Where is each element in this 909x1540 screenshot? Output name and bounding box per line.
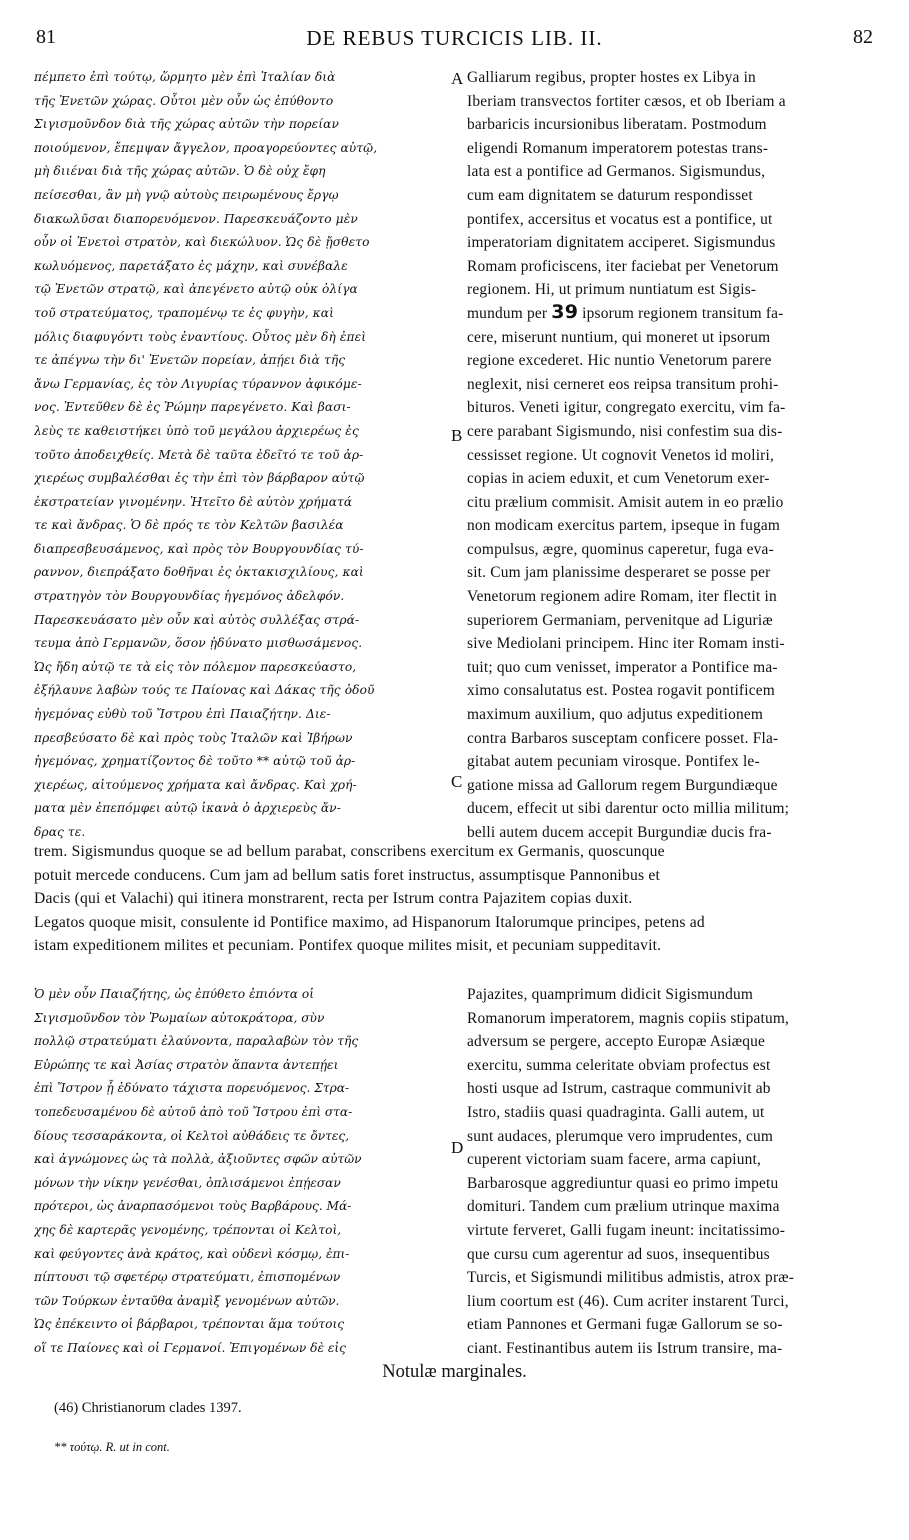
latin-text-line: superiorem Germaniam, pervenitque ad Liguriæ bbox=[467, 611, 773, 629]
latin-text-line: Romanorum imperatorem, magnis copiis stipatum, bbox=[467, 1009, 790, 1027]
latin-text-line: pontifex, accersitus et vocatus est a pontifice, ut bbox=[467, 210, 773, 228]
notes-heading: Notulæ marginales. bbox=[382, 1362, 527, 1382]
greek-text-line: οἵ τε Παίονες καὶ οἱ Γερμανοί. Ἐπιγομένων δὲ εἰς bbox=[34, 1340, 347, 1355]
latin-text-line: etiam Pannones et Germani fugæ Gallorum se so- bbox=[467, 1316, 783, 1334]
page-number-right: 82 bbox=[853, 26, 873, 48]
latin-text-line: exercitu, summa celeritate obviam profectus est bbox=[467, 1056, 771, 1074]
latin-text-line: regione excederet. Hic nuntio Venetorum parere bbox=[467, 352, 772, 370]
greek-text-line: μόλις διαφυγόντι τοὺς ἐναντίους. Οὗτος μὲν δὴ ἐπεὶ bbox=[34, 329, 367, 344]
latin-text-line: gatione missa ad Gallorum regem Burgundiæque bbox=[467, 776, 778, 794]
greek-text-line: χιερέως συμβαλέσθαι ἐς τὴν ἐπὶ τὸν βάρβαρον αὐτῷ bbox=[34, 471, 365, 486]
latin-text-line: cum eam dignitatem se daturum respondisset bbox=[467, 186, 753, 204]
latin-text-line: lium coortum est (46). Cum acriter instarent Turci, bbox=[467, 1292, 789, 1310]
page-number-left: 81 bbox=[36, 26, 56, 48]
latin-text-line: mundum per 39 ipsorum regionem transitum fa- bbox=[467, 301, 784, 323]
greek-text-line: στρατηγὸν τὸν Βουργουνδίας ἡγεμόνος ἀδελφόν. bbox=[34, 589, 345, 604]
footnote-greek-variant: ** τούτῳ. R. ut in cont. bbox=[54, 1440, 170, 1454]
greek-text-line: ραννον, διεπράξατο δοθῆναι ἐς ὀκτακισχιλίους, καὶ bbox=[34, 565, 364, 580]
greek-text-line: πείσεσθαι, ἂν μὴ γνῷ αὐτοὺς πειρωμένους ἔργῳ bbox=[34, 187, 339, 202]
latin-text-line: bituros. Veneti igitur, congregato exercitu, vim fa- bbox=[467, 399, 786, 417]
latin-text-line: belli autem ducem accepit Burgundiæ ducis fra- bbox=[467, 824, 772, 841]
latin-text-line: tuit; quo cum venisset, imperator a Pontifice ma- bbox=[467, 658, 778, 676]
footnote-46: (46) Christianorum clades 1397. bbox=[54, 1400, 242, 1416]
greek-text-line: τῷ Ἐνετῶν στρατῷ, καὶ ἀπεγένετο αὐτῷ οὐκ ὀλίγα bbox=[34, 282, 358, 297]
greek-text-line: Σιγισμοῦνδον τὸν Ῥωμαίων αὐτοκράτορα, σὺν bbox=[34, 1010, 325, 1025]
margin-marker-b: B bbox=[451, 426, 463, 445]
latin-text-line: sive Mediolani principem. Hinc iter Romam insti- bbox=[467, 635, 785, 653]
greek-text-line: οὖν οἱ Ἐνετοὶ στρατὸν, καὶ διεκώλυον. Ὡς δὲ ᾔσθετο bbox=[34, 235, 370, 250]
greek-text-line: τε καὶ ἄνδρας. Ὁ δὲ πρός τε τὸν Κελτῶν βασιλέα bbox=[34, 518, 344, 533]
greek-text-line: Σιγισμοῦνδον διὰ τῆς χώρας αὐτῶν τὴν πορείαν bbox=[34, 117, 339, 132]
greek-text-line: Ὁ μὲν οὖν Παιαζήτης, ὡς ἐπύθετο ἐπιόντα οἱ bbox=[34, 987, 314, 1001]
greek-text-line: τοῦτο ἀποδειχθείς. Μετὰ δὲ ταῦτα ἐδεῖτό τε τοῦ ἀρ- bbox=[34, 447, 364, 462]
latin-text-line: cere, miserunt nuntium, qui moneret ut ipsorum bbox=[467, 328, 771, 346]
greek-text-line: ἡγεμόνας, χρηματίζοντος δὲ τοῦτο ** αὐτῷ τοῦ ἀρ- bbox=[34, 754, 356, 769]
latin-text-line: ciant. Festinantibus autem iis Istrum transire, ma- bbox=[467, 1339, 783, 1357]
greek-text-line: χιερέως, αἰτούμενος χρήματα καὶ ἄνδρας. Καὶ χρή- bbox=[34, 777, 357, 792]
greek-text-line: κωλυόμενος, παρετάξατο ἐς μάχην, καὶ συνέβαλε bbox=[34, 258, 348, 273]
greek-text-line: ματα μὲν ἐπεπόμφει αὐτῷ ἱκανὰ ὁ ἀρχιερεὺς ἄν- bbox=[34, 801, 341, 816]
latin-text-line: cessisset regione. Ut cognovit Venetos id moliri, bbox=[467, 446, 775, 464]
latin-text-line: sunt audaces, plerumque vero imprudentes, cum bbox=[467, 1127, 774, 1145]
latin-text-line: compulsus, ægre, quominus caperetur, fuga eva- bbox=[467, 540, 774, 558]
latin-text-line: gitabat autem pecuniam virosque. Pontifex le- bbox=[467, 753, 760, 771]
latin-text-line: Galliarum regibus, propter hostes ex Libya in bbox=[467, 69, 756, 86]
latin-text-line: potuit mercede conducens. Cum jam ad bellum satis foret instructus, assumptisque Pannonibus et bbox=[34, 866, 660, 884]
greek-text-line: Ὡς ἐπέκειντο οἱ βάρβαροι, τρέπονται ἅμα τούτοις bbox=[34, 1317, 345, 1332]
latin-text-line: Legatos quoque misit, consulente id Pontifice maximo, ad Hispanorum Italorumque principes, petens ad bbox=[34, 913, 705, 931]
latin-text-line: cere parabant Sigismundo, nisi confestim sua dis- bbox=[467, 422, 783, 440]
greek-text-line: Παρεσκευάσατο μὲν οὖν καὶ αὐτὸς συλλέξας στρά- bbox=[34, 612, 360, 627]
running-title: DE REBUS TURCICIS LIB. II. bbox=[306, 26, 603, 50]
latin-text-line: copias in aciem eduxit, et cum Venetorum exer- bbox=[467, 470, 770, 488]
latin-full-width-block bbox=[34, 840, 876, 958]
latin-text-line: citu prælium commisit. Amisit autem in eo prælio bbox=[467, 493, 784, 511]
latin-text-line: Venetorum regionem adire Romam, iter flectit in bbox=[467, 588, 777, 606]
greek-text-line: Ὡς ἤδη αὐτῷ τε τὰ εἰς τὸν πόλεμον παρεσκεύαστο, bbox=[34, 659, 357, 674]
latin-column-top bbox=[467, 66, 875, 845]
greek-text-line: μόνων τὴν νίκην γενέσθαι, ὁπλισάμενοι ἐπῄεσαν bbox=[34, 1175, 341, 1190]
greek-text-line: ἡγεμόνας εὐθὺ τοῦ Ἴστρου ἐπὶ Παιαζήτην. Διε- bbox=[34, 707, 331, 722]
greek-text-line: Εὐρώπης τε καὶ Ἀσίας στρατὸν ἅπαντα ἀντεπῄει bbox=[34, 1057, 339, 1072]
greek-text-line: πρεσβεύσατο δὲ καὶ πρὸς τοὺς Ἰταλῶν καὶ Ἰβήρων bbox=[34, 730, 353, 745]
greek-text-line: μὴ διιέναι διὰ τῆς χώρας αὐτῶν. Ὁ δὲ οὐχ ἔφη bbox=[34, 164, 326, 179]
greek-text-line: τοπεδευσαμένου δὲ αὐτοῦ ἀπὸ τοῦ Ἴστρου ἐπὶ στα- bbox=[34, 1104, 353, 1119]
latin-text-line: Romam proficiscens, iter faciebat per Venetorum bbox=[467, 257, 779, 275]
latin-text-line: barbaricis incursionibus liberatam. Postmodum bbox=[467, 116, 767, 134]
greek-text-line: ποιούμενον, ἔπεμψαν ἄγγελον, προαγορεύοντες αὐτῷ, bbox=[34, 140, 378, 155]
latin-text-line: ducem, effecit ut sibi darentur octo millia militum; bbox=[467, 800, 790, 818]
greek-text-line: ἐπὶ Ἴστρον ᾗ ἐδύνατο τάχιστα πορευόμενος. Στρα- bbox=[34, 1081, 350, 1096]
greek-text-line: τε ἀπέγνω τὴν δι' Ἐνετῶν πορείαν, ἀπῄει διὰ τῆς bbox=[34, 353, 346, 368]
greek-text-line: διακωλῦσαι διαπορευόμενον. Παρεσκευάζοντο μὲν bbox=[34, 211, 358, 226]
greek-text-line: τῆς Ἐνετῶν χώρας. Οὗτοι μὲν οὖν ὡς ἐπύθοντο bbox=[34, 93, 334, 108]
latin-text-line: non modicam exercitus partem, ipseque in fugam bbox=[467, 517, 781, 535]
latin-text-line: imperatoriam dignitatem acciperet. Sigismundus bbox=[467, 234, 776, 252]
greek-text-line: πολλῷ στρατεύματι ἐλαύνοντα, παραλαβὼν τὸν τῆς bbox=[34, 1034, 359, 1049]
greek-column-bottom bbox=[34, 983, 452, 1361]
greek-text-line: διαπρεσβευσάμενος, καὶ πρὸς τὸν Βουργουνδίας τύ- bbox=[34, 541, 364, 556]
margin-marker-a: A bbox=[451, 69, 464, 88]
greek-text-line: χης δὲ καρτερᾶς γενομένης, τρέπονται οἱ Κελτοὶ, bbox=[34, 1222, 342, 1237]
latin-text-line: trem. Sigismundus quoque se ad bellum parabat, conscribens exercitum ex Germanis, quoscunque bbox=[34, 843, 665, 860]
latin-text-line: contra Barbaros susceptam conficere posset. Fla- bbox=[467, 729, 779, 747]
greek-text-line: καὶ φεύγοντες ἀνὰ κράτος, καὶ οὐδενὶ κόσμῳ, ἐπι- bbox=[34, 1246, 350, 1261]
greek-text-line: τῶν Τούρκων ἐνταῦθα ἀναμὶξ γενομένων αὐτῶν. bbox=[34, 1293, 340, 1308]
latin-text-line: Barbarosque aggrediuntur quasi eo primo impetu bbox=[467, 1174, 779, 1192]
greek-text-line: πέμπετο ἐπὶ τούτῳ, ὥρμητο μὲν ἐπὶ Ἰταλίαν διὰ bbox=[34, 70, 336, 84]
greek-text-line: τοῦ στρατεύματος, τραπομένῳ τε ἐς φυγὴν, καὶ bbox=[34, 305, 334, 320]
greek-text-line: τευμα ἀπὸ Γερμανῶν, ὅσον ᾐδύνατο μισθωσάμενος. bbox=[34, 636, 363, 651]
bold-page-stamp: 39 bbox=[551, 301, 579, 323]
latin-text-line: eligendi Romanum imperatorem potestas trans- bbox=[467, 139, 769, 157]
latin-text-line: cuperent victoriam suam facere, arma capiunt, bbox=[467, 1151, 762, 1169]
latin-text-line: Dacis (qui et Valachi) qui itinera monstrarent, recta per Istrum contra Pajazitem copias duxit. bbox=[34, 890, 633, 908]
greek-text-line: πίπτουσι τῷ σφετέρῳ στρατεύματι, ἐπισπομένων bbox=[34, 1270, 341, 1285]
greek-text-line: καὶ ἀγνώμονες ὡς τὰ πολλὰ, ἀξιοῦντες σφῶν αὐτῶν bbox=[34, 1152, 362, 1167]
greek-text-line: ἄνω Γερμανίας, ἐς τὸν Λιγυρίας τύραννον ἀφικόμε- bbox=[34, 376, 362, 391]
greek-text-line: νος. Ἐντεῦθεν δὲ ἐς Ῥώμην παρεγένετο. Καὶ βασι- bbox=[34, 400, 351, 415]
greek-column-top bbox=[34, 66, 452, 845]
latin-text-line: istam expeditionem milites et pecuniam. Pontifex quoque milites misit, et pecuniam suppeditavit. bbox=[34, 937, 662, 955]
latin-text-line: maximum auxilium, quo adjutus expeditionem bbox=[467, 706, 764, 724]
latin-text-line: regionem. Hi, ut primum nuntiatum est Sigis- bbox=[467, 281, 757, 299]
latin-text-line: virtute ferveret, Galli fugam ineunt: incitatissimo- bbox=[467, 1221, 786, 1239]
latin-text-line: Turcis, et Sigismundi militibus admistis, atrox præ- bbox=[467, 1269, 795, 1287]
greek-text-line: δίους τεσσαράκοντα, οἱ Κελτοὶ αὐθάδεις τε ὄντες, bbox=[34, 1128, 350, 1143]
greek-text-line: ἐκστρατείαν γινομένην. Ἠτεῖτο δὲ αὐτὸν χρήματά bbox=[34, 494, 353, 509]
latin-text-line: adversum se pergere, accepto Europæ Asiæque bbox=[467, 1033, 766, 1051]
latin-text-line: ximo consalutatus est. Postea rogavit pontificem bbox=[467, 682, 775, 700]
latin-text-line: Iberiam transvectos fortiter cæsos, et ob Iberiam a bbox=[467, 92, 786, 110]
latin-text-line: domituri. Tandem cum prælium utrinque maxima bbox=[467, 1198, 780, 1216]
latin-text-line: Istro, stadiis quasi quadraginta. Galli autem, ut bbox=[467, 1103, 765, 1121]
margin-marker-c: C bbox=[451, 772, 463, 791]
latin-text-line: neglexit, nisi cerneret eos reipsa transitum prohi- bbox=[467, 375, 779, 393]
greek-text-line: ἐξήλαυνε λαβὼν τούς τε Παίονας καὶ Δάκας τῆς ὁδοῦ bbox=[34, 683, 375, 698]
greek-text-line: πρότεροι, ὡς ἀναρπασόμενοι τοὺς Βαρβάρους. Μά- bbox=[34, 1199, 352, 1214]
latin-text-line: lata est a pontifice ad Germanos. Sigismundus, bbox=[467, 163, 766, 181]
greek-text-line: λεὺς τε καθειστήκει ὑπὸ τοῦ μεγάλου ἀρχιερέως ἐς bbox=[34, 423, 359, 438]
latin-text-line: Pajazites, quamprimum didicit Sigismundum bbox=[467, 986, 754, 1003]
latin-text-line: que cursu cum agerentur ad suos, insequentibus bbox=[467, 1245, 770, 1263]
margin-marker-d: D bbox=[451, 1138, 464, 1157]
latin-column-bottom bbox=[467, 983, 875, 1361]
latin-text-line: hosti usque ad Istrum, castraque communivit ab bbox=[467, 1080, 771, 1098]
greek-text-line: δρας τε. bbox=[34, 825, 86, 839]
latin-text-line: sit. Cum jam planissime desperaret se posse per bbox=[467, 564, 771, 582]
